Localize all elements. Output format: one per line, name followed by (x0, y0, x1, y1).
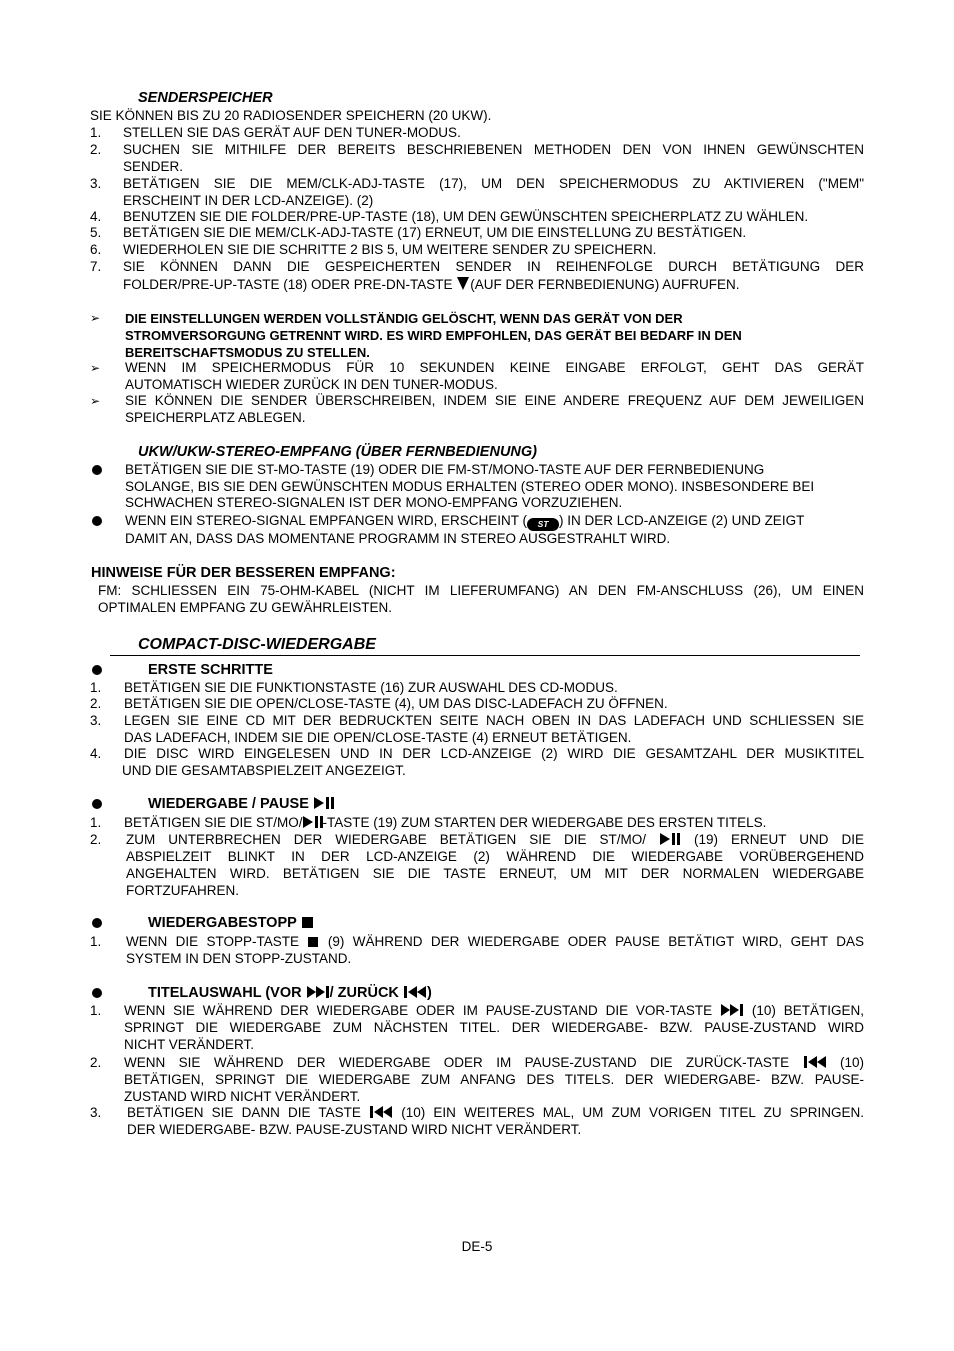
skip-previous-icon (804, 1056, 826, 1068)
hinweise-line: FM: SCHLIESSEN EIN 75-OHM-KABEL (NICHT IM LIEFERUMFANG) AN DEN FM-ANSCHLUSS (26), UM EINEN (98, 583, 864, 598)
step-number: 3. (90, 1105, 102, 1120)
filled-circle-bullet-icon (92, 516, 102, 526)
note-line: BEREITSCHAFTSMODUS ZU STELLEN. (125, 345, 370, 360)
arrowhead-bullet-icon: ➢ (90, 394, 101, 408)
step-number: 2. (90, 696, 102, 711)
list-item (90, 746, 864, 780)
step-text-line: BETÄTIGEN SIE DIE MEM/CLK-ADJ-TASTE (17), UM DEN SPEICHERMODUS ZU AKTIVIEREN ("MEM" (123, 176, 864, 191)
hinweise-line: OPTIMALEN EMPFANG ZU GEWÄHRLEISTEN. (98, 600, 393, 615)
step-number: 3. (90, 713, 102, 728)
step-text-line: DER WIEDERGABE- BZW. PAUSE-ZUSTAND WIRD NICHT VERÄNDERT. (127, 1122, 582, 1137)
step-text-line: DIE DISC WIRD EINGELESEN UND IN DER LCD-ANZEIGE (2) WIRD DIE GESAMTZAHL DER MUSIKTITEL (124, 746, 864, 761)
step-text: BETÄTIGEN SIE DIE FUNKTIONSTASTE (16) ZUR AUSWAHL DES CD-MODUS. (124, 680, 618, 695)
heading-titelauswahl: TITELAUSWAHL (VOR / ZURÜCK ) (148, 985, 432, 1001)
step-text-line: SUCHEN SIE MITHILFE DER BEREITS BESCHRIEBENEN METHODEN DEN VON IHNEN GEWÜNSCHTEN (123, 142, 864, 157)
list-item (90, 832, 864, 900)
heading-erste-schritte: ERSTE SCHRITTE (148, 662, 273, 678)
stereo-badge-icon: ST (527, 518, 559, 531)
bullet-line: SCHWACHEN STEREO-SIGNALEN IST DER MONO-EMPFANG VORZUZIEHEN. (125, 495, 623, 511)
list-item (90, 1055, 864, 1106)
step-text-line: NICHT VERÄNDERT. (124, 1037, 255, 1052)
skip-previous-icon (370, 1106, 392, 1118)
stop-square-icon (308, 937, 318, 947)
hinweise-text (98, 583, 864, 617)
step-number: 2. (90, 142, 102, 157)
step-text-line: BETÄTIGEN, SPRINGT DIE WIEDERGABE ZUM ANFANG DES TITELS. DER WIEDERGABE- BZW. PAUSE- (124, 1072, 864, 1087)
step-text-line: FORTZUFAHREN. (126, 883, 240, 898)
filled-circle-bullet-icon (92, 665, 102, 675)
list-item (90, 1105, 864, 1139)
heading-stereo: UKW/UKW-STEREO-EMPFANG (ÜBER FERNBEDIENUNG) (138, 444, 538, 460)
note-item (90, 310, 864, 362)
stop-square-icon (302, 917, 313, 928)
step-text: BENUTZEN SIE DIE FOLDER/PRE-UP-TASTE (18), UM DEN GEWÜNSCHTEN SPEICHERPLATZ ZU WÄHLEN. (123, 209, 809, 224)
step-number: 2. (90, 832, 102, 847)
filled-circle-bullet-icon (92, 799, 102, 809)
step-number: 7. (90, 259, 102, 274)
heading-cd: COMPACT-DISC-WIEDERGABE (138, 636, 376, 653)
step-number: 4. (90, 746, 102, 761)
step-number: 2. (90, 1055, 102, 1070)
bullet-item (90, 513, 864, 547)
list-item (90, 142, 864, 176)
bullet-line: SOLANGE, BIS SIE DEN GEWÜNSCHTEN MODUS ERHALTEN (STEREO ODER MONO). INSBESONDERE BEI (125, 478, 815, 494)
play-pause-icon (303, 816, 323, 828)
step-text-line: BETÄTIGEN SIE DANN DIE TASTE (10) EIN WEITERES MAL, UM ZUM VORIGEN TITEL ZU SPRINGEN. (127, 1105, 864, 1120)
step-text-line: ERSCHEINT IN DER LCD-ANZEIGE). (2) (123, 193, 374, 208)
filled-circle-bullet-icon (92, 988, 102, 998)
step-text: BETÄTIGEN SIE DIE MEM/CLK-ADJ-TASTE (17) ERNEUT, UM DIE EINSTELLUNG ZU BESTÄTIGEN. (123, 225, 747, 240)
step-number: 1. (90, 815, 102, 830)
note-line: STROMVERSORGUNG GETRENNT WIRD. ES WIRD EMPFOHLEN, DAS GERÄT BEI BEDARF IN DEN (125, 328, 742, 343)
heading-senderspeicher: SENDERSPEICHER (138, 90, 273, 106)
intro-text: SIE KÖNNEN BIS ZU 20 RADIOSENDER SPEICHERN (20 UKW). (90, 108, 492, 123)
step-text-line: SIE KÖNNEN DANN DIE GESPEICHERTEN SENDER IN REIHENFOLGE DURCH BETÄTIGUNG DER (123, 259, 864, 274)
note-line: SPEICHERPLATZ ABLEGEN. (125, 410, 306, 425)
step-text-line: ANGEHALTEN WIRD. BETÄTIGEN SIE DIE TASTE ERNEUT, UM MIT DER NORMALEN WIEDERGABE (126, 866, 864, 881)
bullet-item (90, 462, 864, 514)
step-text-line: ZUSTAND WIRD NICHT VERÄNDERT. (124, 1089, 361, 1104)
step-number: 5. (90, 225, 102, 240)
skip-next-icon (721, 1004, 743, 1016)
page-number: DE-5 (461, 1239, 493, 1254)
note-line: WENN IM SPEICHERMODUS FÜR 10 SEKUNDEN KEINE EINGABE ERFOLGT, GEHT DAS GERÄT (125, 360, 864, 375)
step-text-line: UND DIE GESAMTABSPIELZEIT ANGEZEIGT. (122, 763, 406, 778)
note-line: AUTOMATISCH WIEDER ZURÜCK IN DEN TUNER-MODUS. (125, 377, 498, 392)
step-text: BETÄTIGEN SIE DIE ST/MO/ -TASTE (19) ZUM STARTEN DER WIEDERGABE DES ERSTEN TITELS. (124, 815, 767, 830)
step-number: 6. (90, 242, 102, 257)
step-text-line: ZUM UNTERBRECHEN DER WIEDERGABE BETÄTIGEN SIE DIE ST/MO/ (19) ERNEUT UND DIE (126, 832, 864, 847)
list-item (90, 713, 864, 747)
heading-hinweise: HINWEISE FÜR DER BESSEREN EMPFANG: (91, 565, 396, 581)
step-text: WIEDERHOLEN SIE DIE SCHRITTE 2 BIS 5, UM WEITERE SENDER ZU SPEICHERN. (123, 242, 657, 257)
play-pause-icon (314, 797, 334, 809)
skip-next-icon (307, 986, 329, 998)
list-item (90, 176, 864, 210)
note-item (90, 393, 864, 427)
step-text-line: LEGEN SIE EINE CD MIT DER BEDRUCKTEN SEITE NACH OBEN IN DAS LADEFACH UND SCHLIESSEN SIE (124, 713, 864, 728)
play-pause-icon (660, 833, 680, 845)
list-item (90, 259, 864, 295)
filled-circle-bullet-icon (92, 918, 102, 928)
arrowhead-bullet-icon: ➢ (90, 311, 101, 325)
note-line: DIE EINSTELLUNGEN WERDEN VOLLSTÄNDIG GELÖSCHT, WENN DAS GERÄT VON DER (125, 311, 683, 326)
step-number: 1. (90, 125, 102, 140)
heading-wiedergabestopp: WIEDERGABESTOPP (148, 915, 314, 932)
step-text: STELLEN SIE DAS GERÄT AUF DEN TUNER-MODUS. (123, 125, 461, 140)
list-item (90, 1003, 864, 1054)
list-item (90, 934, 864, 968)
step-text-line: FOLDER/PRE-UP-TASTE (18) ODER PRE-DN-TASTE (AUF DER FERNBEDIENUNG) AUFRUFEN. (123, 277, 740, 292)
step-number: 1. (90, 1003, 102, 1018)
note-item (90, 360, 864, 394)
step-text: BETÄTIGEN SIE DIE OPEN/CLOSE-TASTE (4), UM DAS DISC-LADEFACH ZU ÖFFNEN. (124, 696, 668, 711)
step-text-line: SENDER. (123, 159, 184, 174)
filled-circle-bullet-icon (92, 465, 102, 475)
step-text-line: DAS LADEFACH, INDEM SIE DIE OPEN/CLOSE-TASTE (4) ERNEUT BETÄTIGEN. (124, 730, 632, 745)
skip-previous-icon (404, 986, 426, 998)
bullet-line: BETÄTIGEN SIE DIE ST-MO-TASTE (19) ODER DIE FM-ST/MONO-TASTE AUF DER FERNBEDIENUNG (125, 462, 765, 477)
step-text-line: WENN DIE STOPP-TASTE (9) WÄHREND DER WIEDERGABE ODER PAUSE BETÄTIGT WIRD, GEHT DAS (126, 934, 864, 949)
step-text-line: SYSTEM IN DEN STOPP-ZUSTAND. (126, 951, 352, 966)
step-number: 1. (90, 934, 102, 949)
step-text-line: WENN SIE WÄHREND DER WIEDERGABE ODER IM PAUSE-ZUSTAND DIE ZURÜCK-TASTE (10) (124, 1055, 864, 1070)
heading-wiedergabe-pause: WIEDERGABE / PAUSE (148, 796, 335, 813)
section-underline (110, 655, 860, 656)
bullet-line: DAMIT AN, DASS DAS MOMENTANE PROGRAMM IN STEREO AUSGESTRAHLT WIRD. (125, 531, 671, 546)
arrowhead-bullet-icon: ➢ (90, 361, 101, 375)
step-number: 4. (90, 209, 102, 224)
bullet-line: WENN EIN STEREO-SIGNAL EMPFANGEN WIRD, ERSCHEINT ( ST ) IN DER LCD-ANZEIGE (2) UND ZEIGT (125, 513, 805, 529)
step-number: 1. (90, 680, 102, 695)
step-text-line: ABSPIELZEIT BLINKT IN DER LCD-ANZEIGE (2) WÄHREND DIE WIEDERGABE VORÜBERGEHEND (126, 849, 864, 864)
step-number: 3. (90, 176, 102, 191)
note-line: SIE KÖNNEN DIE SENDER ÜBERSCHREIBEN, INDEM SIE EINE ANDERE FREQUENZ AUF DEM JEWEILIGEN (125, 393, 864, 408)
step-text-line: WENN SIE WÄHREND DER WIEDERGABE ODER IM PAUSE-ZUSTAND DIE VOR-TASTE (10) BETÄTIGEN, (124, 1003, 864, 1018)
step-text-line: SPRINGT DIE WIEDERGABE ZUM NÄCHSTEN TITEL. DER WIEDERGABE- BZW. PAUSE-ZUSTAND WIRD (124, 1020, 864, 1035)
down-triangle-icon (457, 277, 469, 290)
